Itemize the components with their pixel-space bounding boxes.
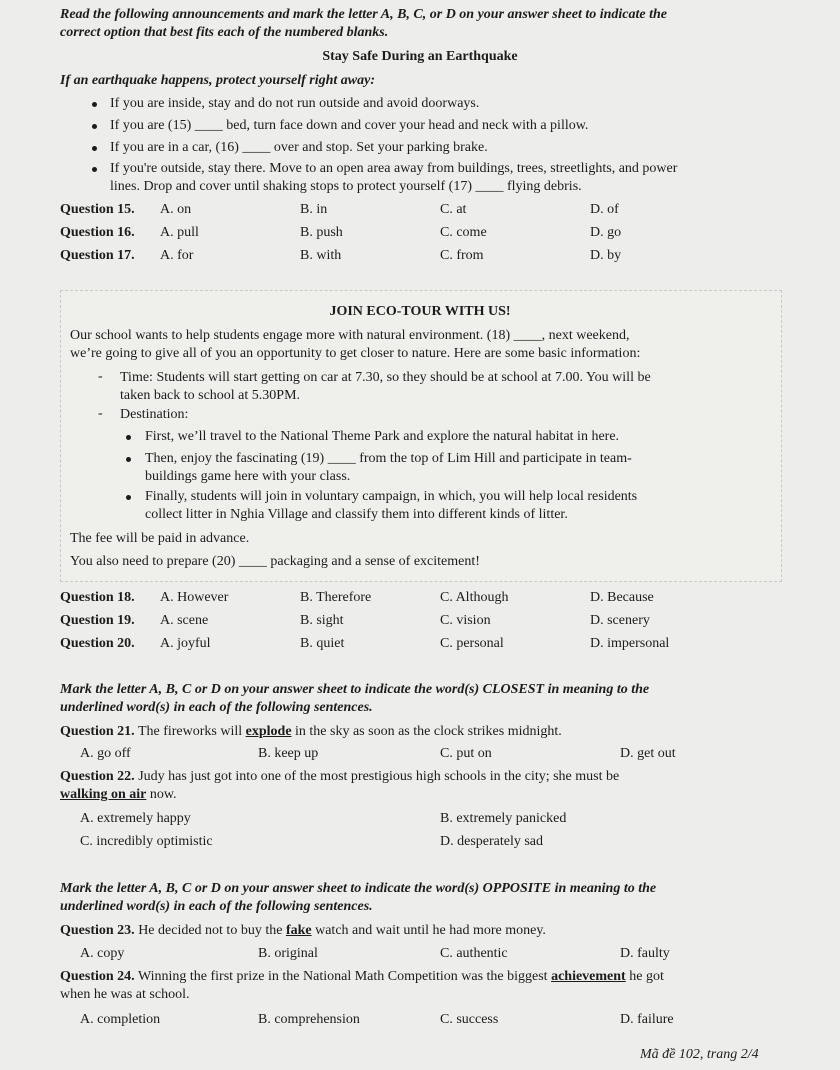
destination-item-2-continued: buildings game here with your class. xyxy=(145,469,351,484)
section3-instruction-line2: underlined word(s) in each of the following sentences. xyxy=(60,700,373,715)
section2-intro-line2: we’re going to give all of you an opportunity to get closer to nature. Here are some basic information: xyxy=(70,346,641,361)
option-d[interactable]: D. scenery xyxy=(590,613,650,628)
option-d[interactable]: D. get out xyxy=(620,746,676,761)
question-23-stem xyxy=(60,922,546,940)
bullet-text: If you're outside, stay there. Move to an open area away from buildings, trees, streetlights, and power xyxy=(110,161,678,176)
bullet-marker xyxy=(92,124,97,129)
bullet-marker xyxy=(92,146,97,151)
option-a[interactable]: A. copy xyxy=(80,946,125,961)
question-label: Question 18. xyxy=(60,590,135,605)
destination-item-3: Finally, students will join in voluntary campaign, in which, you will help local residents xyxy=(145,489,638,504)
question-label: Question 20. xyxy=(60,636,135,651)
option-d[interactable]: D. desperately sad xyxy=(440,834,544,849)
prepare-note: You also need to prepare (20) ____ packaging and a sense of excitement! xyxy=(70,554,480,569)
option-a[interactable]: A. extremely happy xyxy=(80,811,191,826)
option-c[interactable]: C. put on xyxy=(440,746,492,761)
underlined-word: achievement xyxy=(551,969,626,984)
question-label: Question 19. xyxy=(60,613,135,628)
option-a[interactable]: A. for xyxy=(160,248,194,263)
stem-text: he got xyxy=(625,969,664,984)
option-a[interactable]: A. However xyxy=(160,590,229,605)
option-d[interactable]: D. by xyxy=(590,248,622,263)
section1-instruction-line2: correct option that best fits each of the numbered blanks. xyxy=(60,25,389,40)
section2-title: JOIN ECO-TOUR WITH US! xyxy=(329,304,511,319)
stem-text: in the sky as soon as the clock strikes midnight. xyxy=(291,724,562,739)
option-c[interactable]: C. personal xyxy=(440,636,504,651)
destination-label: Destination: xyxy=(120,407,189,422)
time-line2: taken back to school at 5.30PM. xyxy=(120,388,301,403)
stem-text: watch and wait until he had more money. xyxy=(311,923,546,938)
section3-instruction-line1: Mark the letter A, B, C or D on your answer sheet to indicate the word(s) CLOSEST in meaning to the xyxy=(60,682,650,697)
section1-subtitle: If an earthquake happens, protect yourself right away: xyxy=(60,73,376,88)
bullet-marker xyxy=(92,167,97,172)
section2-intro-line1: Our school wants to help students engage more with natural environment. (18) ____, next weekend, xyxy=(70,328,630,343)
destination-item-1: First, we’ll travel to the National Theme Park and explore the natural habitat in here. xyxy=(145,429,620,444)
option-c[interactable]: C. Although xyxy=(440,590,509,605)
option-d[interactable]: D. Because xyxy=(590,590,654,605)
option-c[interactable]: C. from xyxy=(440,248,484,263)
option-a[interactable]: A. joyful xyxy=(160,636,211,651)
option-a[interactable]: A. completion xyxy=(80,1012,161,1027)
option-a[interactable]: A. on xyxy=(160,202,192,217)
question-24-stem-continued: when he was at school. xyxy=(60,987,190,1002)
bullet-marker xyxy=(126,495,131,500)
bullet-marker xyxy=(126,457,131,462)
option-d[interactable]: D. failure xyxy=(620,1012,674,1027)
option-b[interactable]: B. quiet xyxy=(300,636,345,651)
bullet-text-continued: lines. Drop and cover until shaking stops to protect yourself (17) ____ flying debris. xyxy=(110,179,582,194)
question-22-stem xyxy=(60,768,619,786)
option-b[interactable]: B. keep up xyxy=(258,746,319,761)
time-line1: Time: Students will start getting on car at 7.30, so they should be at school at 7.00. You will be xyxy=(120,370,651,385)
question-label: Question 17. xyxy=(60,248,135,263)
option-a[interactable]: A. scene xyxy=(160,613,209,628)
section4-instruction-line2: underlined word(s) in each of the following sentences. xyxy=(60,899,373,914)
option-c[interactable]: C. at xyxy=(440,202,467,217)
option-d[interactable]: D. faulty xyxy=(620,946,670,961)
destination-item-3-continued: collect litter in Nghia Village and classify them into different kinds of litter. xyxy=(145,507,568,522)
option-c[interactable]: C. success xyxy=(440,1012,499,1027)
option-d[interactable]: D. go xyxy=(590,225,622,240)
option-b[interactable]: B. sight xyxy=(300,613,344,628)
fee-note: The fee will be paid in advance. xyxy=(70,531,250,546)
option-a[interactable]: A. pull xyxy=(160,225,199,240)
stem-text: The fireworks will xyxy=(137,724,246,739)
option-b[interactable]: B. push xyxy=(300,225,343,240)
page-footer: Mã đề 102, trang 2/4 xyxy=(640,1047,759,1062)
question-label: Question 22. xyxy=(60,769,135,784)
option-b[interactable]: B. in xyxy=(300,202,328,217)
option-a[interactable]: A. go off xyxy=(80,746,131,761)
option-c[interactable]: C. incredibly optimistic xyxy=(80,834,213,849)
question-label: Question 24. xyxy=(60,969,135,984)
underlined-word: fake xyxy=(285,923,312,938)
option-b[interactable]: B. extremely panicked xyxy=(440,811,567,826)
bullet-text: If you are in a car, (16) ____ over and stop. Set your parking brake. xyxy=(110,140,488,155)
option-d[interactable]: D. impersonal xyxy=(590,636,670,651)
bullet-text: If you are (15) ____ bed, turn face down and cover your head and neck with a pillow. xyxy=(110,118,589,133)
section1-instruction-line1: Read the following announcements and mark the letter A, B, C, or D on your answer sheet to indicate the xyxy=(60,7,667,22)
question-label: Question 16. xyxy=(60,225,135,240)
stem-text: now. xyxy=(146,787,177,802)
option-b[interactable]: B. Therefore xyxy=(300,590,372,605)
underlined-word: walking on air xyxy=(60,787,147,802)
option-c[interactable]: C. come xyxy=(440,225,487,240)
stem-text: Winning the first prize in the National Math Competition was the biggest xyxy=(137,969,552,984)
option-b[interactable]: B. with xyxy=(300,248,342,263)
question-label: Question 23. xyxy=(60,923,135,938)
option-c[interactable]: C. vision xyxy=(440,613,491,628)
bullet-marker xyxy=(92,102,97,107)
option-c[interactable]: C. authentic xyxy=(440,946,508,961)
question-label: Question 15. xyxy=(60,202,135,217)
destination-item-2: Then, enjoy the fascinating (19) ____ from the top of Lim Hill and participate in team- xyxy=(145,451,632,466)
section4-instruction-line1: Mark the letter A, B, C or D on your answer sheet to indicate the word(s) OPPOSITE in meaning to the xyxy=(60,881,657,896)
stem-text: Judy has just got into one of the most prestigious high schools in the city; she must be xyxy=(138,769,620,784)
question-21-stem xyxy=(60,723,562,741)
question-label: Question 21. xyxy=(60,724,135,739)
underlined-word: explode xyxy=(245,724,292,739)
stem-text: He decided not to buy the xyxy=(138,923,286,938)
bullet-marker xyxy=(126,435,131,440)
bullet-text: If you are inside, stay and do not run outside and avoid doorways. xyxy=(110,96,480,111)
option-b[interactable]: B. comprehension xyxy=(258,1012,360,1027)
option-b[interactable]: B. original xyxy=(258,946,318,961)
option-d[interactable]: D. of xyxy=(590,202,619,217)
question-22-stem-continued xyxy=(60,786,177,804)
dash-marker: - xyxy=(98,369,103,384)
section1-title: Stay Safe During an Earthquake xyxy=(322,49,518,64)
dash-marker: - xyxy=(98,406,103,421)
question-24-stem xyxy=(60,968,664,986)
